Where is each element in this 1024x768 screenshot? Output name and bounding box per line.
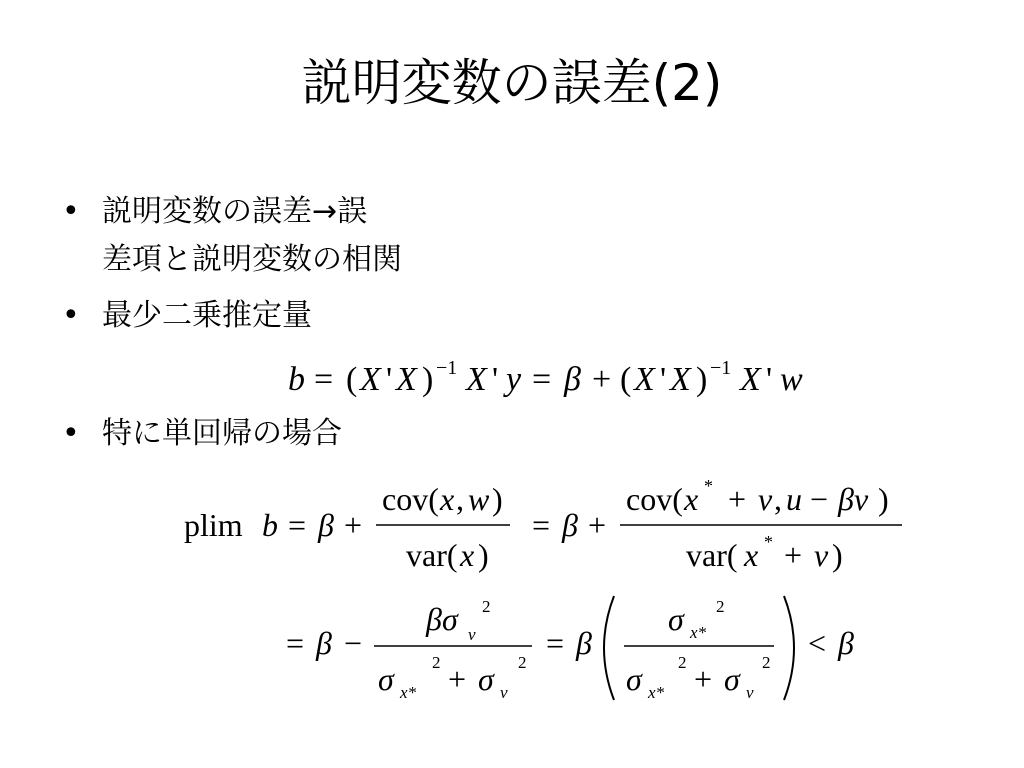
svg-text:var(: var( [406, 537, 458, 573]
svg-text:+: + [784, 537, 803, 573]
svg-text:σ: σ [626, 661, 642, 697]
svg-text:2: 2 [762, 653, 771, 672]
svg-text:σ: σ [668, 601, 684, 637]
svg-text:βσ: βσ [426, 601, 458, 637]
svg-text:x*: x* [690, 623, 707, 642]
svg-text:2: 2 [482, 597, 491, 616]
svg-text:): ) [832, 537, 843, 573]
svg-text:): ) [492, 481, 503, 517]
svg-text:x: x [684, 481, 699, 517]
svg-text:+: + [694, 661, 713, 697]
slide-title: 説明変数の誤差(2) [301, 54, 723, 112]
svg-text:v: v [758, 481, 773, 517]
svg-text:=: = [286, 625, 305, 661]
bullet-dot: • [62, 194, 80, 229]
ols-equation [280, 346, 920, 406]
svg-text:2: 2 [432, 653, 441, 672]
svg-text:plim: plim [184, 507, 243, 543]
svg-text:β: β [316, 625, 332, 661]
svg-text:b = ( X: b = ( X ' X ) −1 X ' y = β + ( X ' X ) −1 X ' w [288, 357, 803, 398]
svg-text:2: 2 [678, 653, 687, 672]
svg-text:2: 2 [518, 653, 527, 672]
plim-equation-line2 [282, 588, 882, 708]
svg-text:σ: σ [478, 661, 494, 697]
svg-text:v: v [746, 683, 754, 702]
svg-text:βv: βv [838, 481, 869, 517]
svg-text:σ: σ [378, 661, 394, 697]
bullet-text-line: 特に単回帰の場合 [102, 416, 342, 451]
svg-text:b: b [262, 507, 278, 543]
svg-text:cov(: cov( [382, 481, 439, 517]
svg-text:var(: var( [686, 537, 738, 573]
bullet-text-line: 最少二乗推定量 [102, 298, 312, 333]
svg-text:*: * [704, 476, 713, 496]
bullet-dot: • [62, 298, 80, 333]
svg-text:<: < [808, 625, 827, 661]
plim-equation-line1 [184, 470, 914, 580]
svg-text:,: , [456, 481, 464, 517]
svg-text:β: β [576, 625, 592, 661]
svg-text:+: + [448, 661, 467, 697]
svg-text:u: u [786, 481, 802, 517]
svg-text:cov(: cov( [626, 481, 683, 517]
svg-text:*: * [764, 532, 773, 552]
svg-text:v: v [500, 683, 508, 702]
bullet-dot: • [62, 416, 80, 451]
svg-text:−: − [810, 481, 829, 517]
bullet-text-line: 差項と説明変数の相関 [102, 242, 402, 277]
svg-text:w: w [468, 481, 490, 517]
svg-text:=: = [532, 507, 551, 543]
svg-text:+: + [588, 507, 607, 543]
svg-text:x: x [440, 481, 455, 517]
svg-text:x: x [744, 537, 759, 573]
svg-text:): ) [878, 481, 889, 517]
svg-text:=: = [546, 625, 565, 661]
svg-text:x: x [460, 537, 475, 573]
svg-text:β: β [838, 625, 854, 661]
svg-text:2: 2 [716, 597, 725, 616]
svg-text:v: v [814, 537, 829, 573]
svg-text:+: + [728, 481, 747, 517]
svg-text:v: v [468, 625, 476, 644]
svg-text:): ) [478, 537, 489, 573]
svg-text:,: , [774, 481, 782, 517]
svg-text:x*: x* [400, 683, 417, 702]
svg-text:σ: σ [724, 661, 740, 697]
svg-text:β: β [318, 507, 334, 543]
svg-text:=: = [288, 507, 307, 543]
svg-text:x*: x* [648, 683, 665, 702]
svg-text:β: β [562, 507, 578, 543]
svg-text:−: − [344, 625, 363, 661]
svg-text:+: + [344, 507, 363, 543]
bullet-text-line: 説明変数の誤差→誤 [102, 194, 368, 229]
